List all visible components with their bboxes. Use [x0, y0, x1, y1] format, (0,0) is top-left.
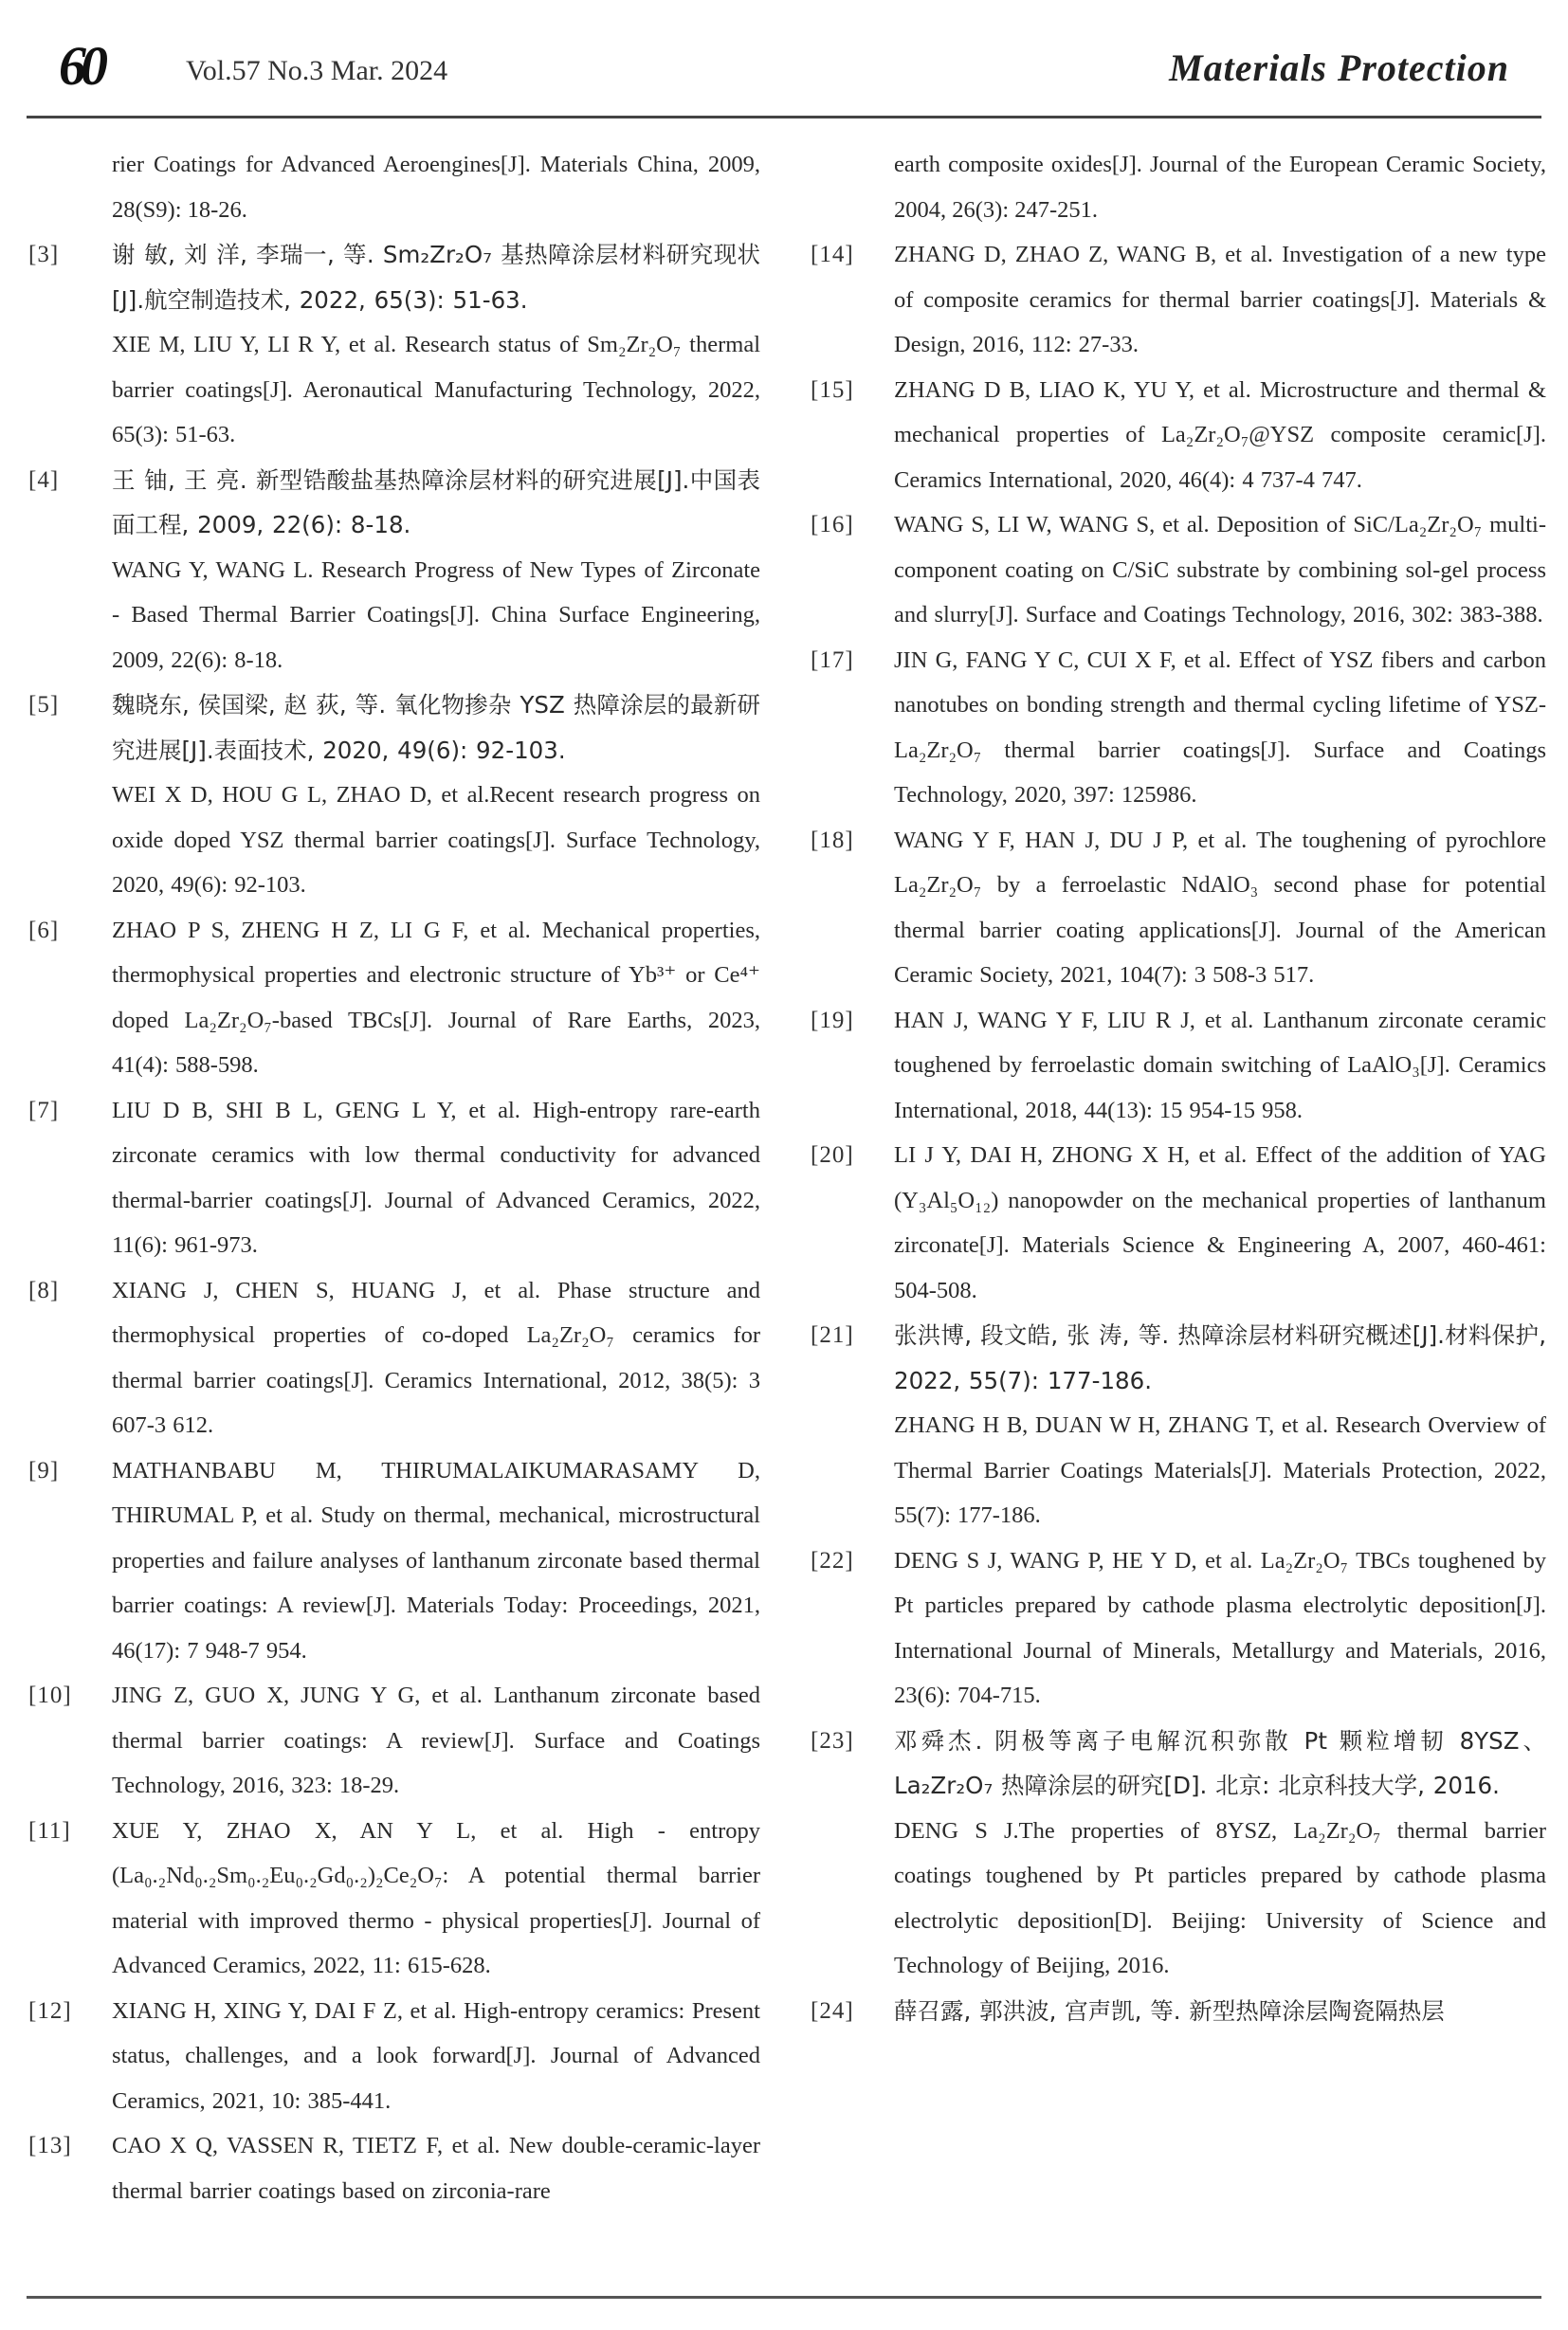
reference-number: [19] [811, 1007, 854, 1033]
reference-text [894, 1133, 1546, 1313]
reference-item [811, 1133, 1546, 1313]
page-number: 60 [59, 35, 102, 97]
reference-paragraph: ZHANG D B, LIAO K, YU Y, et al. Microstructure and thermal & mechanical properties of La₂Zr₂O₇@YSZ composite ceramic[J]. Ceramics International, 2020, 46(4): 4 737-4 747. [894, 376, 1546, 493]
reference-item [811, 1313, 1546, 1538]
reference-paragraph: 谢 敏, 刘 洋, 李瑞一, 等. Sm₂Zr₂O₇ 基热障涂层材料研究现状[J].航空制造技术, 2022, 65(3): 51-63. [112, 241, 760, 314]
reference-text [112, 1673, 760, 1809]
reference-item [28, 1088, 760, 1268]
reference-item [811, 818, 1546, 998]
left-column [28, 142, 760, 2213]
reference-paragraph: ZHANG H B, DUAN W H, ZHANG T, et al. Research Overview of Thermal Barrier Coatings Materials[J]. Materials Protection, 2022, 55(7): 177-186. [894, 1412, 1546, 1528]
reference-number: [11] [28, 1817, 71, 1844]
reference-item [28, 458, 760, 683]
reference-item [28, 232, 760, 458]
reference-number: [9] [28, 1457, 60, 1484]
reference-paragraph: DENG S J.The properties of 8YSZ, La₂Zr₂O₇ thermal barrier coatings toughened by Pt particles prepared by cathode plasma electrolytic deposition[D]. Beijing: University of Science and Technology of Beijing, 2016. [894, 1817, 1546, 1978]
reference-text [112, 1268, 760, 1448]
reference-text [112, 232, 760, 458]
reference-number: [5] [28, 692, 60, 718]
reference-item [811, 638, 1546, 818]
reference-number: [13] [28, 2133, 72, 2158]
reference-text [894, 638, 1546, 818]
reference-number: [7] [28, 1097, 60, 1123]
reference-item [28, 1268, 760, 1448]
reference-number: [4] [28, 466, 60, 493]
reference-number: [22] [811, 1547, 854, 1574]
reference-number: [10] [28, 1683, 72, 1708]
reference-item [28, 2123, 760, 2213]
reference-paragraph: LIU D B, SHI B L, GENG L Y, et al. High-entropy rare-earth zirconate ceramics with low thermal conductivity for advanced thermal-barrier coatings[J]. Journal of Advanced Ceramics, 2022, 11(6): 961-973. [112, 1097, 760, 1258]
reference-item [811, 1989, 1546, 2034]
reference-item [811, 502, 1546, 638]
header-rule [27, 116, 1541, 118]
reference-number: [17] [811, 646, 854, 673]
footer-rule [27, 2296, 1541, 2299]
reference-paragraph: XIANG H, XING Y, DAI F Z, et al. High-entropy ceramics: Present status, challenges, and a look forward[J]. Journal of Advanced Ceramics, 2021, 10: 385-441. [112, 1997, 760, 2114]
reference-number: [14] [811, 242, 854, 267]
reference-number: [15] [811, 376, 854, 403]
reference-text [894, 1313, 1546, 1538]
reference-item [28, 1448, 760, 1674]
reference-text [112, 142, 760, 232]
reference-text [112, 2123, 760, 2213]
reference-paragraph: earth composite oxides[J]. Journal of the European Ceramic Society, 2004, 26(3): 247-251. [894, 152, 1546, 223]
reference-paragraph: MATHANBABU M, THIRUMALAIKUMARASAMY D, THIRUMAL P, et al. Study on thermal, mechanical, microstructural properties and failure analyses of lanthanum zirconate based thermal barrier coatings: A review[J]. Materials Today: Proceedings, 2021, 46(17): 7 948-7 954. [112, 1457, 760, 1664]
reference-paragraph: CAO X Q, VASSEN R, TIETZ F, et al. New double-ceramic-layer thermal barrier coatings based on zirconia-rare [112, 2133, 760, 2204]
reference-text [894, 1538, 1546, 1719]
reference-paragraph: WEI X D, HOU G L, ZHAO D, et al.Recent research progress on oxide doped YSZ thermal barrier coatings[J]. Surface Technology, 2020, 49(6): 92-103. [112, 782, 760, 898]
reference-item [28, 142, 760, 232]
reference-text [894, 818, 1546, 998]
reference-text [894, 368, 1546, 503]
reference-text [112, 1448, 760, 1674]
reference-item [811, 142, 1546, 232]
reference-text [894, 1989, 1546, 2034]
reference-paragraph: 邓舜杰. 阴极等离子电解沉积弥散 Pt 颗粒增韧 8YSZ、La₂Zr₂O₇ 热障涂层的研究[D]. 北京: 北京科技大学, 2016. [894, 1726, 1546, 1799]
reference-text [112, 908, 760, 1088]
reference-text [894, 232, 1546, 368]
reference-paragraph: LI J Y, DAI H, ZHONG X H, et al. Effect of the addition of YAG (Y₃Al₅O₁₂) nanopowder on the mechanical properties of lanthanum zirconate[J]. Materials Science & Engineering A, 2007, 460-461: 504-508. [894, 1142, 1546, 1303]
reference-paragraph: 薛召露, 郭洪波, 宫声凯, 等. 新型热障涂层陶瓷隔热层 [894, 1996, 1445, 2025]
reference-text [112, 1809, 760, 1989]
reference-paragraph: WANG Y, WANG L. Research Progress of New Types of Zirconate - Based Thermal Barrier Coatings[J]. China Surface Engineering, 2009, 22(6): 8-18. [112, 556, 760, 673]
reference-item [811, 998, 1546, 1134]
reference-number: [6] [28, 917, 60, 943]
issue-info: Vol.57 No.3 Mar. 2024 [186, 55, 448, 86]
reference-number: [20] [811, 1142, 854, 1168]
reference-paragraph: rier Coatings for Advanced Aeroengines[J]. Materials China, 2009, 28(S9): 18-26. [112, 152, 760, 223]
reference-paragraph: XIANG J, CHEN S, HUANG J, et al. Phase structure and thermophysical properties of co-doped La₂Zr₂O₇ ceramics for thermal barrier coatings[J]. Ceramics International, 2012, 38(5): 3 607-3 612. [112, 1277, 760, 1438]
reference-paragraph: WANG Y F, HAN J, DU J P, et al. The toughening of pyrochlore La₂Zr₂O₇ by a ferroelastic NdAlO₃ second phase for potential thermal barrier coating applications[J]. Journal of the American Ceramic Society, 2021, 104(7): 3 508-3 517. [894, 827, 1546, 988]
reference-item [28, 683, 760, 908]
reference-number: [16] [811, 512, 854, 537]
reference-number: [24] [811, 1997, 854, 2024]
journal-name: Materials Protection [1169, 46, 1509, 89]
reference-text [112, 1989, 760, 2124]
reference-paragraph: JING Z, GUO X, JUNG Y G, et al. Lanthanum zirconate based thermal barrier coatings: A review[J]. Surface and Coatings Technology, 2016, 323: 18-29. [112, 1683, 760, 1798]
reference-text [894, 1719, 1546, 1989]
reference-paragraph: 王 铀, 王 亮. 新型锆酸盐基热障涂层材料的研究进展[J].中国表面工程, 2009, 22(6): 8-18. [112, 465, 760, 538]
reference-paragraph: HAN J, WANG Y F, LIU R J, et al. Lanthanum zirconate ceramic toughened by ferroelastic domain switching of LaAlO₃[J]. Ceramics International, 2018, 44(13): 15 954-15 958. [894, 1007, 1546, 1123]
reference-number: [21] [811, 1322, 854, 1348]
reference-text [894, 142, 1546, 232]
reference-number: [18] [811, 827, 854, 853]
reference-text [112, 683, 760, 908]
reference-paragraph: WANG S, LI W, WANG S, et al. Deposition of SiC/La₂Zr₂O₇ multi-component coating on C/SiC substrate by combining sol-gel process and slurry[J]. Surface and Coatings Technology, 2016, 302: 383-388. [894, 512, 1546, 628]
right-column [811, 142, 1546, 2033]
reference-item [811, 368, 1546, 503]
reference-number: [23] [811, 1727, 854, 1754]
reference-text [894, 998, 1546, 1134]
reference-paragraph: ZHAO P S, ZHENG H Z, LI G F, et al. Mechanical properties, thermophysical properties and electronic structure of Yb³⁺ or Ce⁴⁺ doped La₂Zr₂O₇-based TBCs[J]. Journal of Rare Earths, 2023, 41(4): 588-598. [112, 917, 760, 1078]
reference-text [894, 502, 1546, 638]
reference-item [811, 1719, 1546, 1989]
reference-text [112, 1088, 760, 1268]
reference-number: [12] [28, 1997, 72, 2024]
reference-paragraph: 张洪博, 段文皓, 张 涛, 等. 热障涂层材料研究概述[J].材料保护, 2022, 55(7): 177-186. [894, 1321, 1546, 1394]
reference-text [112, 458, 760, 683]
reference-item [811, 1538, 1546, 1719]
reference-item [28, 1809, 760, 1989]
reference-paragraph: 魏晓东, 侯国梁, 赵 荻, 等. 氧化物掺杂 YSZ 热障涂层的最新研究进展[J].表面技术, 2020, 49(6): 92-103. [112, 691, 760, 764]
page-header [0, 0, 1568, 133]
reference-number: [3] [28, 242, 60, 267]
reference-paragraph: JIN G, FANG Y C, CUI X F, et al. Effect of YSZ fibers and carbon nanotubes on bonding strength and thermal cycling lifetime of YSZ-La₂Zr₂O₇ thermal barrier coatings[J]. Surface and Coatings Technology, 2020, 397: 125986. [894, 646, 1546, 808]
reference-paragraph: ZHANG D, ZHAO Z, WANG B, et al. Investigation of a new type of composite ceramics for thermal barrier coatings[J]. Materials & Design, 2016, 112: 27-33. [894, 242, 1546, 357]
reference-number: [8] [28, 1277, 60, 1303]
reference-item [28, 908, 760, 1088]
reference-item [811, 232, 1546, 368]
reference-item [28, 1989, 760, 2124]
reference-paragraph: XIE M, LIU Y, LI R Y, et al. Research status of Sm₂Zr₂O₇ thermal barrier coatings[J]. Aeronautical Manufacturing Technology, 2022, 65(3): 51-63. [112, 332, 760, 447]
reference-paragraph: DENG S J, WANG P, HE Y D, et al. La₂Zr₂O₇ TBCs toughened by Pt particles prepared by cathode plasma electrolytic deposition[J]. International Journal of Minerals, Metallurgy and Materials, 2016, 23(6): 704-715. [894, 1547, 1546, 1708]
reference-paragraph: XUE Y, ZHAO X, AN Y L, et al. High - entropy (La₀.₂Nd₀.₂Sm₀.₂Eu₀.₂Gd₀.₂)₂Ce₂O₇: A potential thermal barrier material with improved thermo - physical properties[J]. Journal of Advanced Ceramics, 2022, 11: 615-628. [112, 1817, 760, 1978]
reference-item [28, 1673, 760, 1809]
